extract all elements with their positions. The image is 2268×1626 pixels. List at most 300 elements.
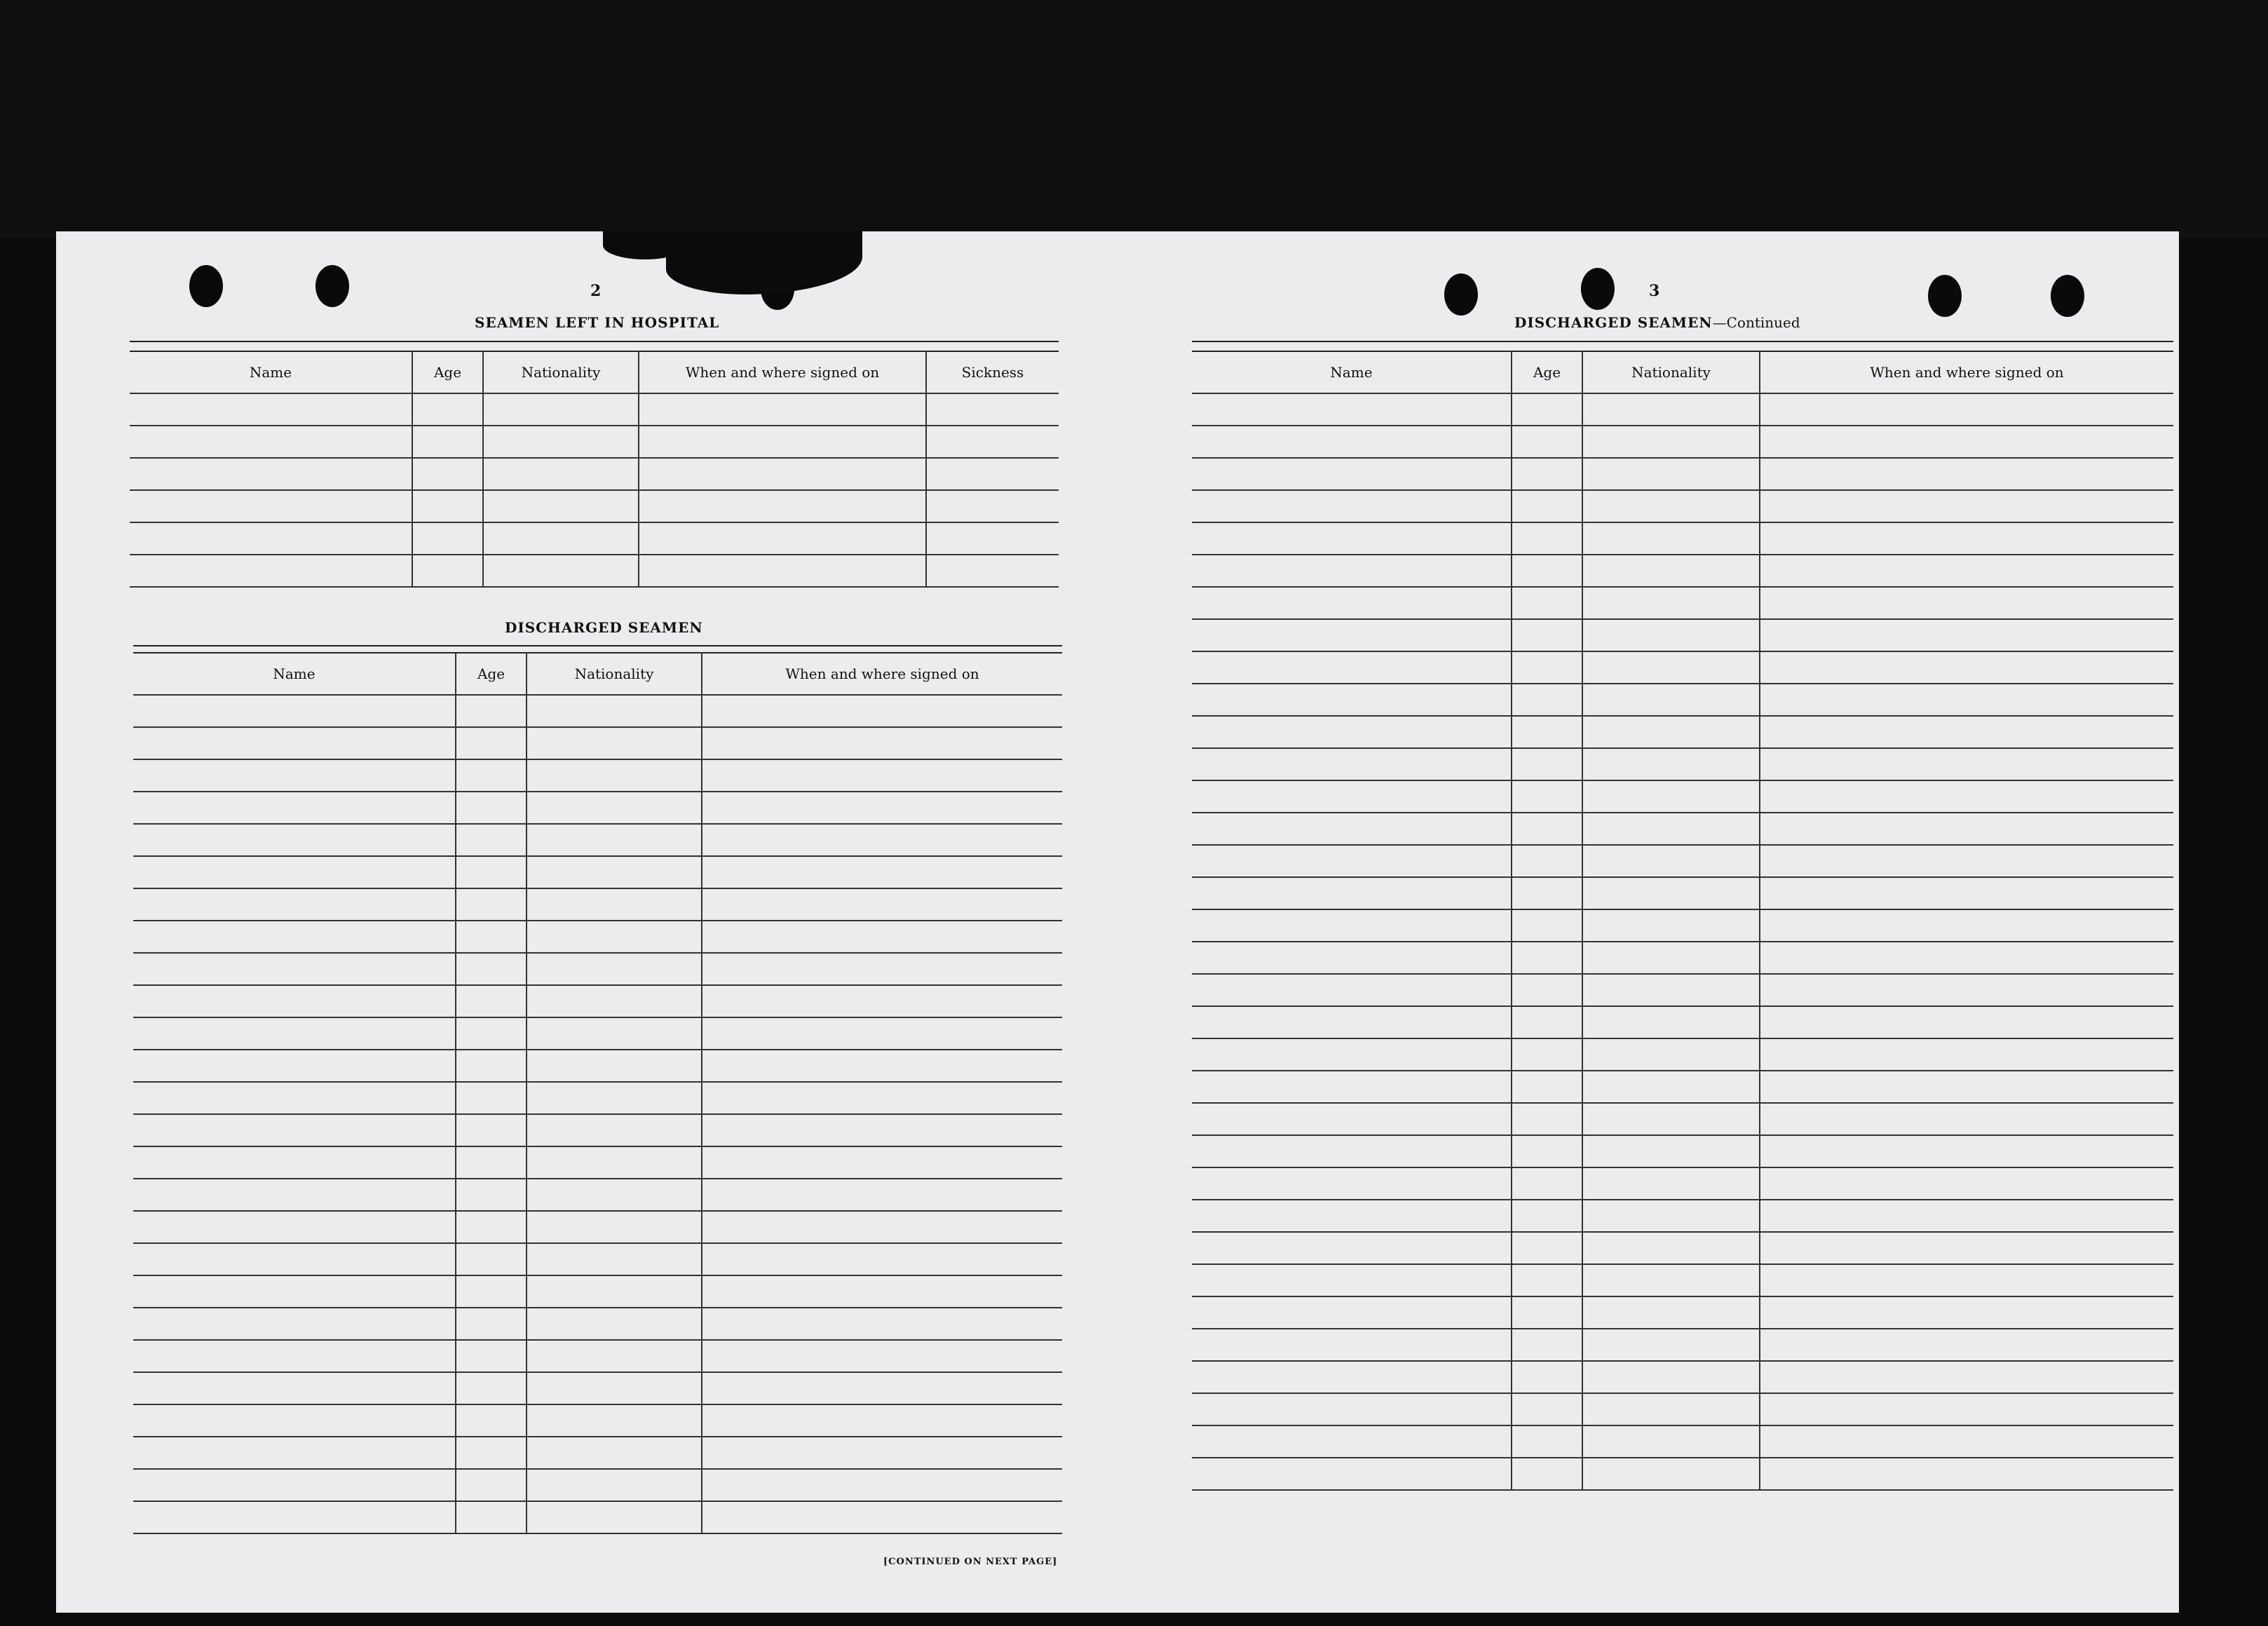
blank-cell	[1512, 909, 1582, 942]
blank-cell	[133, 1501, 456, 1533]
blank-cell	[527, 856, 702, 888]
blank-cell	[1760, 1038, 2173, 1071]
blank-cell	[639, 426, 926, 458]
blank-cell	[702, 1243, 1062, 1275]
blank-cell	[133, 1017, 456, 1050]
blank-cell	[412, 393, 483, 426]
blank-cell	[483, 490, 639, 522]
blank-cell	[133, 1179, 456, 1211]
table-row	[133, 1340, 1062, 1372]
blank-cell	[456, 1404, 527, 1437]
table-row	[1192, 1167, 2173, 1200]
blank-cell	[1192, 1425, 1512, 1458]
blank-cell	[1760, 1296, 2173, 1329]
table-row	[133, 1114, 1062, 1146]
blank-cell	[527, 824, 702, 856]
blank-cell	[1192, 716, 1512, 748]
blank-cell	[456, 824, 527, 856]
column-header-name: Name	[130, 351, 412, 393]
blank-cell	[926, 555, 1059, 587]
table-row	[133, 1017, 1062, 1050]
blank-cell	[412, 555, 483, 587]
form-sheet	[56, 231, 2179, 1613]
blank-cell	[1760, 1103, 2173, 1135]
blank-cell	[133, 792, 456, 824]
blank-cell	[1512, 1071, 1582, 1103]
blank-cell	[527, 1082, 702, 1114]
blank-cell	[1192, 684, 1512, 716]
discharged-continued-table-body	[1192, 393, 2173, 1490]
blank-cell	[1582, 619, 1760, 651]
punch-hole	[189, 265, 223, 307]
blank-cell	[639, 522, 926, 555]
column-header-age: Age	[1512, 351, 1582, 393]
table-row	[133, 1243, 1062, 1275]
blank-cell	[456, 1082, 527, 1114]
blank-cell	[1512, 1329, 1582, 1361]
blank-cell	[702, 1179, 1062, 1211]
blank-cell	[412, 522, 483, 555]
blank-cell	[527, 1372, 702, 1404]
table-row	[1192, 877, 2173, 909]
table-row	[1192, 1393, 2173, 1425]
blank-cell	[412, 458, 483, 490]
blank-cell	[527, 727, 702, 759]
blank-cell	[702, 888, 1062, 921]
punch-hole	[2051, 275, 2084, 317]
discharged-continued-title	[1514, 314, 1800, 331]
blank-cell	[1192, 587, 1512, 619]
blank-cell	[702, 953, 1062, 985]
blank-cell	[1512, 1167, 1582, 1200]
blank-cell	[1582, 1425, 1760, 1458]
blank-cell	[702, 759, 1062, 792]
blank-cell	[130, 490, 412, 522]
blank-cell	[702, 1501, 1062, 1533]
blank-cell	[133, 856, 456, 888]
blank-cell	[1582, 845, 1760, 877]
blank-cell	[1512, 1458, 1582, 1490]
blank-cell	[130, 522, 412, 555]
blank-cell	[1512, 1296, 1582, 1329]
discharged-section-title: DISCHARGED SEAMEN	[505, 619, 703, 636]
blank-cell	[456, 1308, 527, 1340]
table-row	[1192, 684, 2173, 716]
table-header-row	[133, 653, 1062, 695]
table-row	[133, 1146, 1062, 1179]
blank-cell	[1512, 555, 1582, 587]
blank-cell	[1760, 1167, 2173, 1200]
blank-cell	[1512, 458, 1582, 490]
table-row	[1192, 522, 2173, 555]
blank-cell	[456, 1469, 527, 1501]
blank-cell	[527, 792, 702, 824]
table-row	[1192, 1200, 2173, 1232]
table-row	[1192, 1103, 2173, 1135]
blank-cell	[1512, 942, 1582, 974]
table-row	[133, 1308, 1062, 1340]
hospital-section-title: SEAMEN LEFT IN HOSPITAL	[475, 314, 720, 331]
table-row	[1192, 1329, 2173, 1361]
blank-cell	[456, 1275, 527, 1308]
table-row	[133, 921, 1062, 953]
blank-cell	[1760, 1361, 2173, 1393]
blank-cell	[702, 824, 1062, 856]
blank-cell	[1582, 1458, 1760, 1490]
blank-cell	[133, 1340, 456, 1372]
blank-cell	[456, 759, 527, 792]
punch-hole	[1444, 273, 1478, 316]
punch-hole	[1928, 275, 1962, 317]
blank-cell	[133, 1146, 456, 1179]
blank-cell	[1192, 1458, 1512, 1490]
blank-cell	[1760, 458, 2173, 490]
blank-cell	[1582, 1296, 1760, 1329]
blank-cell	[1512, 587, 1582, 619]
scan-background	[0, 0, 2268, 238]
table-row	[133, 1437, 1062, 1469]
blank-cell	[1192, 619, 1512, 651]
column-header-sickness: Sickness	[926, 351, 1059, 393]
blank-cell	[702, 1017, 1062, 1050]
table-row	[1192, 651, 2173, 684]
blank-cell	[527, 953, 702, 985]
blank-cell	[1582, 1232, 1760, 1264]
blank-cell	[1192, 845, 1512, 877]
table-row	[1192, 813, 2173, 845]
blank-cell	[639, 458, 926, 490]
blank-cell	[1512, 780, 1582, 813]
table-row	[130, 555, 1059, 587]
blank-cell	[702, 1437, 1062, 1469]
blank-cell	[1512, 522, 1582, 555]
blank-cell	[456, 1340, 527, 1372]
blank-cell	[702, 1340, 1062, 1372]
punch-hole	[1581, 268, 1615, 310]
blank-cell	[1192, 1329, 1512, 1361]
table-row	[1192, 1296, 2173, 1329]
blank-cell	[1760, 555, 2173, 587]
blank-cell	[456, 1372, 527, 1404]
blank-cell	[926, 490, 1059, 522]
table-row	[133, 824, 1062, 856]
blank-cell	[926, 393, 1059, 426]
table-row	[133, 1501, 1062, 1533]
blank-cell	[1582, 716, 1760, 748]
table-row	[1192, 393, 2173, 426]
section-rule	[133, 645, 1062, 646]
blank-cell	[527, 1469, 702, 1501]
blank-cell	[130, 555, 412, 587]
blank-cell	[527, 1308, 702, 1340]
table-row	[133, 953, 1062, 985]
blank-cell	[1760, 490, 2173, 522]
blank-cell	[702, 792, 1062, 824]
blank-cell	[702, 727, 1062, 759]
blank-cell	[1192, 1200, 1512, 1232]
blank-cell	[1582, 651, 1760, 684]
table-row	[1192, 716, 2173, 748]
blank-cell	[1582, 393, 1760, 426]
blank-cell	[527, 1275, 702, 1308]
blank-cell	[702, 1308, 1062, 1340]
blank-cell	[527, 1404, 702, 1437]
blank-cell	[1760, 877, 2173, 909]
blank-cell	[1582, 974, 1760, 1006]
table-row	[133, 695, 1062, 727]
blank-cell	[1512, 1264, 1582, 1296]
blank-cell	[1582, 942, 1760, 974]
blank-cell	[133, 1372, 456, 1404]
blank-cell	[456, 921, 527, 953]
blank-cell	[1192, 1264, 1512, 1296]
column-header-name: Name	[133, 653, 456, 695]
blank-cell	[1512, 1038, 1582, 1071]
blank-cell	[1760, 1425, 2173, 1458]
blank-cell	[1192, 393, 1512, 426]
blank-cell	[1582, 1329, 1760, 1361]
blank-cell	[483, 555, 639, 587]
blank-cell	[527, 888, 702, 921]
blank-cell	[1760, 1071, 2173, 1103]
blank-cell	[133, 1308, 456, 1340]
table-row	[130, 393, 1059, 426]
blank-cell	[456, 792, 527, 824]
blank-cell	[483, 458, 639, 490]
blank-cell	[456, 1017, 527, 1050]
blank-cell	[456, 1050, 527, 1082]
blank-cell	[1760, 1200, 2173, 1232]
column-header-nationality: Nationality	[1582, 351, 1760, 393]
blank-cell	[527, 1211, 702, 1243]
table-row	[133, 792, 1062, 824]
table-row	[133, 1404, 1062, 1437]
blank-cell	[133, 824, 456, 856]
table-row	[1192, 1361, 2173, 1393]
blank-cell	[1512, 619, 1582, 651]
blank-cell	[1192, 909, 1512, 942]
table-row	[1192, 909, 2173, 942]
table-row	[130, 426, 1059, 458]
table-row	[1192, 780, 2173, 813]
blank-cell	[133, 1437, 456, 1469]
blank-cell	[926, 458, 1059, 490]
blank-cell	[702, 1404, 1062, 1437]
blank-cell	[1760, 780, 2173, 813]
blank-cell	[926, 522, 1059, 555]
blank-cell	[1760, 587, 2173, 619]
blank-cell	[1582, 1167, 1760, 1200]
table-row	[1192, 974, 2173, 1006]
blank-cell	[1192, 426, 1512, 458]
table-header-row	[1192, 351, 2173, 393]
table-row	[133, 1275, 1062, 1308]
blank-cell	[702, 985, 1062, 1017]
blank-cell	[527, 1340, 702, 1372]
blank-cell	[1760, 651, 2173, 684]
section-rule	[1192, 341, 2173, 342]
table-row	[1192, 1232, 2173, 1264]
table-row	[1192, 587, 2173, 619]
blank-cell	[1192, 1361, 1512, 1393]
blank-cell	[1582, 555, 1760, 587]
blank-cell	[1192, 555, 1512, 587]
blank-cell	[1582, 748, 1760, 780]
blank-cell	[412, 490, 483, 522]
blank-cell	[1192, 1393, 1512, 1425]
blank-cell	[702, 1211, 1062, 1243]
blank-cell	[1512, 1103, 1582, 1135]
blank-cell	[527, 1243, 702, 1275]
blank-cell	[1760, 619, 2173, 651]
blank-cell	[456, 1243, 527, 1275]
blank-cell	[1582, 877, 1760, 909]
blank-cell	[1760, 716, 2173, 748]
table-row	[130, 522, 1059, 555]
table-row	[1192, 1071, 2173, 1103]
blank-cell	[1582, 1071, 1760, 1103]
blank-cell	[1582, 587, 1760, 619]
discharged-continued-table	[1192, 351, 2173, 1491]
continued-suffix: —Continued	[1712, 314, 1800, 331]
blank-cell	[1760, 522, 2173, 555]
blank-cell	[1192, 1232, 1512, 1264]
table-row	[133, 985, 1062, 1017]
blank-cell	[1512, 1361, 1582, 1393]
blank-cell	[1582, 1135, 1760, 1167]
hospital-table-body	[130, 393, 1059, 587]
left-page-number: 2	[590, 282, 602, 300]
torn-edge	[603, 231, 687, 259]
blank-cell	[133, 759, 456, 792]
blank-cell	[702, 1050, 1062, 1082]
column-header-signed-on: When and where signed on	[1760, 351, 2173, 393]
hospital-table	[130, 351, 1059, 588]
blank-cell	[133, 695, 456, 727]
blank-cell	[456, 727, 527, 759]
blank-cell	[1582, 909, 1760, 942]
blank-cell	[1760, 813, 2173, 845]
table-row	[133, 759, 1062, 792]
blank-cell	[1512, 1232, 1582, 1264]
column-header-age: Age	[412, 351, 483, 393]
blank-cell	[1760, 974, 2173, 1006]
table-row	[1192, 426, 2173, 458]
discharged-table	[133, 652, 1062, 1534]
table-row	[133, 1211, 1062, 1243]
blank-cell	[1512, 651, 1582, 684]
table-row	[1192, 619, 2173, 651]
blank-cell	[1192, 780, 1512, 813]
blank-cell	[702, 1114, 1062, 1146]
blank-cell	[1192, 458, 1512, 490]
blank-cell	[1512, 490, 1582, 522]
blank-cell	[702, 856, 1062, 888]
blank-cell	[1582, 1200, 1760, 1232]
blank-cell	[1582, 490, 1760, 522]
blank-cell	[527, 759, 702, 792]
table-row	[1192, 845, 2173, 877]
table-header-row	[130, 351, 1059, 393]
blank-cell	[483, 426, 639, 458]
blank-cell	[702, 1082, 1062, 1114]
blank-cell	[456, 695, 527, 727]
table-row	[133, 1372, 1062, 1404]
blank-cell	[639, 393, 926, 426]
blank-cell	[1582, 684, 1760, 716]
table-row	[133, 727, 1062, 759]
table-row	[1192, 555, 2173, 587]
blank-cell	[1582, 522, 1760, 555]
blank-cell	[527, 921, 702, 953]
blank-cell	[133, 985, 456, 1017]
discharged-continued-title-text: DISCHARGED SEAMEN	[1514, 314, 1713, 331]
blank-cell	[1760, 1458, 2173, 1490]
blank-cell	[456, 856, 527, 888]
blank-cell	[130, 426, 412, 458]
blank-cell	[1760, 684, 2173, 716]
blank-cell	[133, 888, 456, 921]
blank-cell	[133, 1114, 456, 1146]
blank-cell	[1512, 393, 1582, 426]
column-header-name: Name	[1192, 351, 1512, 393]
blank-cell	[1192, 974, 1512, 1006]
blank-cell	[1512, 877, 1582, 909]
blank-cell	[456, 985, 527, 1017]
blank-cell	[1192, 1103, 1512, 1135]
table-row	[1192, 1264, 2173, 1296]
table-row	[133, 1469, 1062, 1501]
table-row	[130, 458, 1059, 490]
blank-cell	[1760, 1393, 2173, 1425]
blank-cell	[456, 1146, 527, 1179]
blank-cell	[1192, 490, 1512, 522]
table-row	[130, 490, 1059, 522]
blank-cell	[702, 1469, 1062, 1501]
blank-cell	[1582, 813, 1760, 845]
blank-cell	[1760, 393, 2173, 426]
blank-cell	[1582, 780, 1760, 813]
continued-note: [CONTINUED ON NEXT PAGE]	[883, 1557, 1058, 1567]
blank-cell	[1512, 748, 1582, 780]
blank-cell	[1512, 1425, 1582, 1458]
blank-cell	[1192, 1167, 1512, 1200]
column-header-signed-on: When and where signed on	[702, 653, 1062, 695]
blank-cell	[1582, 458, 1760, 490]
blank-cell	[1192, 1135, 1512, 1167]
blank-cell	[1192, 1071, 1512, 1103]
blank-cell	[1512, 813, 1582, 845]
blank-cell	[456, 888, 527, 921]
table-row	[1192, 748, 2173, 780]
column-header-nationality: Nationality	[527, 653, 702, 695]
blank-cell	[412, 426, 483, 458]
blank-cell	[527, 1017, 702, 1050]
blank-cell	[527, 1114, 702, 1146]
blank-cell	[1512, 845, 1582, 877]
blank-cell	[1760, 909, 2173, 942]
blank-cell	[1760, 748, 2173, 780]
table-row	[133, 1179, 1062, 1211]
blank-cell	[527, 1437, 702, 1469]
table-row	[133, 856, 1062, 888]
blank-cell	[456, 1211, 527, 1243]
blank-cell	[702, 1372, 1062, 1404]
table-row	[1192, 1006, 2173, 1038]
table-row	[1192, 1038, 2173, 1071]
blank-cell	[702, 1275, 1062, 1308]
blank-cell	[926, 426, 1059, 458]
